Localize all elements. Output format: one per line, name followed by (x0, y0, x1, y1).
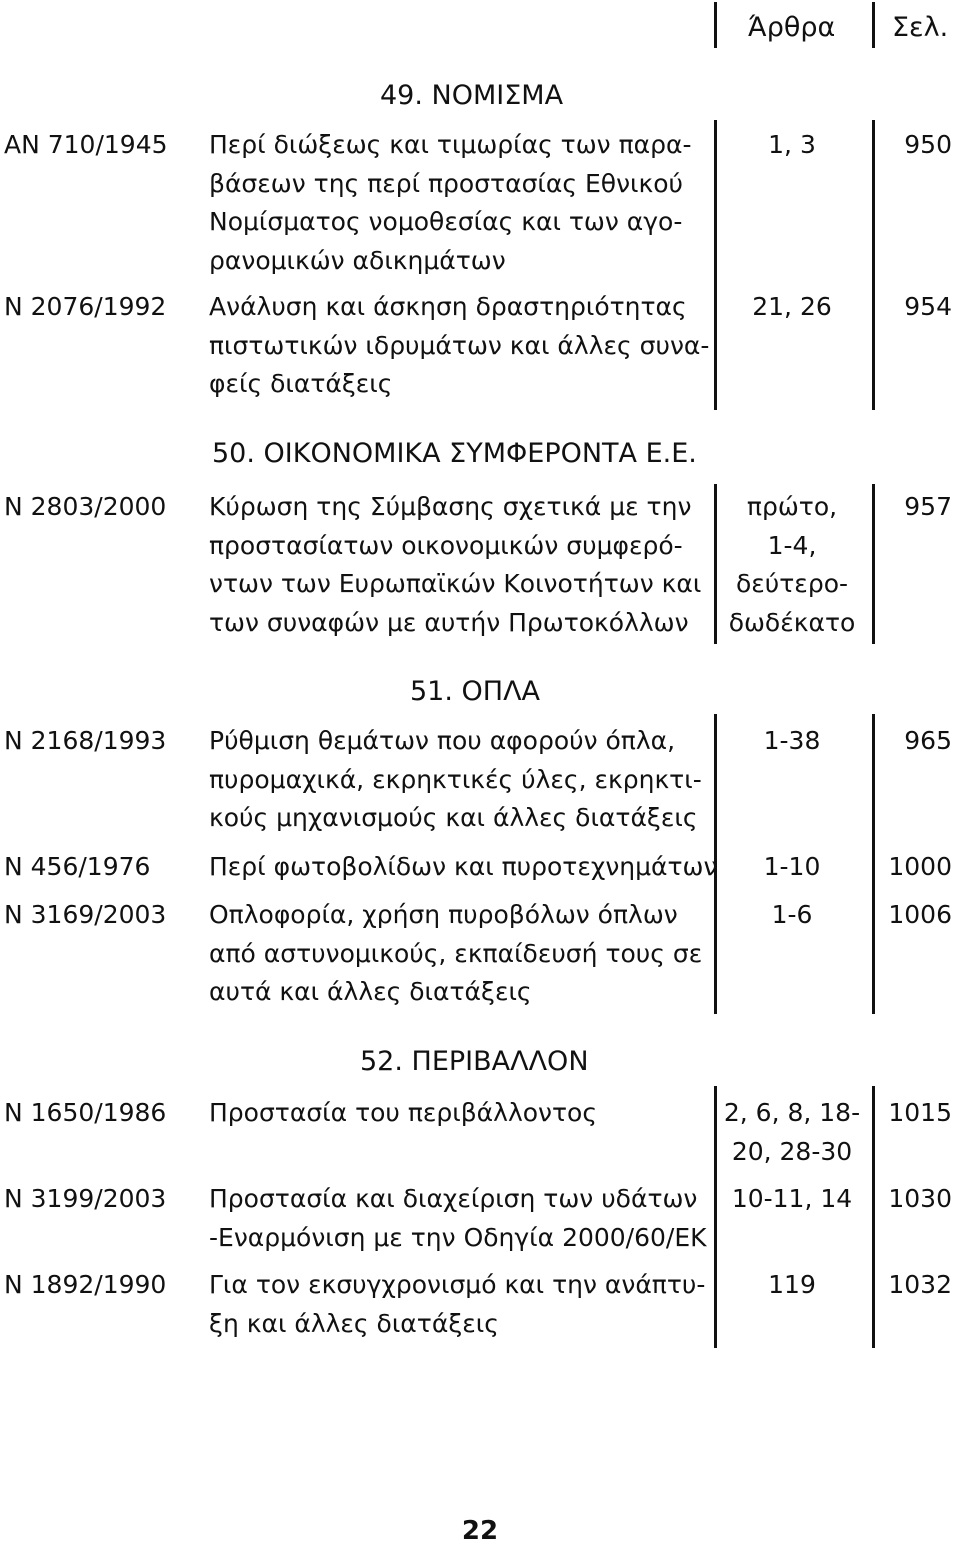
law-page: 1015 (888, 1098, 952, 1127)
law-title: Ανάλυση και άσκηση δραστηριότητας πιστωτικών ιδρυμάτων και άλλες συνα- φείς διατάξεις (209, 292, 710, 398)
law-articles: 1-38 (763, 726, 821, 755)
law-page: 965 (904, 726, 952, 755)
law-title: Ρύθμιση θεμάτων που αφορούν όπλα, πυρομαχικά, εκρηκτικές ύλες, εκρηκτι- κούς μηχανισμούς και άλλες διατάξεις (209, 726, 702, 832)
law-title: Κύρωση της Σύμβασης σχετικά με την προστασίατων οικονομικών συμφερό- ντων των Ευρωπαϊκών Κοινοτήτων και των συναφών με αυτήν Πρωτοκόλλων (209, 492, 702, 637)
law-page: 950 (904, 130, 952, 159)
law-code: Ν 1650/1986 (4, 1098, 167, 1127)
law-articles: 119 (768, 1270, 816, 1299)
law-articles: πρώτο, 1-4, δεύτερο- δωδέκατο (728, 492, 856, 637)
articles-column-header: Άρθρα (748, 12, 836, 43)
law-page: 1032 (888, 1270, 952, 1299)
law-articles: 21, 26 (752, 292, 832, 321)
column-divider (714, 2, 717, 48)
law-title: Οπλοφορία, χρήση πυροβόλων όπλων από αστυνομικούς, εκπαίδευσή τους σε αυτά και άλλες διατάξεις (209, 900, 703, 1006)
section-title: 50. ΟΙΚΟΝΟΜΙΚΑ ΣΥΜΦΕΡΟΝΤΑ Ε.Ε. (212, 438, 697, 469)
law-title: Προστασία και διαχείριση των υδάτων -Εναρμόνιση με την Οδηγία 2000/60/ΕΚ (209, 1184, 707, 1252)
page-column-header: Σελ. (892, 12, 949, 43)
law-articles: 1, 3 (768, 130, 816, 159)
law-code: Ν 2803/2000 (4, 492, 167, 521)
column-divider (872, 2, 875, 48)
section-title: 51. ΟΠΛΑ (410, 676, 541, 707)
law-articles: 1-10 (763, 852, 821, 881)
law-articles: 2, 6, 8, 18- 20, 28-30 (723, 1098, 861, 1166)
page-number: 22 (461, 1516, 499, 1546)
law-articles: 1-6 (771, 900, 813, 929)
law-page: 957 (904, 492, 952, 521)
law-code: Ν 456/1976 (4, 852, 151, 881)
law-code: Ν 1892/1990 (4, 1270, 167, 1299)
section-title: 49. ΝΟΜΙΣΜΑ (380, 80, 564, 111)
law-title: Για τον εκσυγχρονισμό και την ανάπτυ- ξη και άλλες διατάξεις (209, 1270, 706, 1338)
law-page: 954 (904, 292, 952, 321)
law-title: Περί φωτοβολίδων και πυροτεχνημάτων (209, 852, 718, 881)
law-code: Ν 2076/1992 (4, 292, 167, 321)
law-code: ΑΝ 710/1945 (4, 130, 168, 159)
law-title: Προστασία του περιβάλλοντος (209, 1098, 598, 1127)
law-page: 1000 (888, 852, 952, 881)
law-page: 1030 (888, 1184, 952, 1213)
law-code: Ν 2168/1993 (4, 726, 167, 755)
law-title: Περί διώξεως και τιμωρίας των παρα- βάσεων της περί προστασίας Εθνικού Νομίσματος νομοθεσίας και των αγο- ρανομικών αδικημάτων (209, 130, 692, 275)
law-code: Ν 3199/2003 (4, 1184, 167, 1213)
law-articles: 10-11, 14 (731, 1184, 853, 1213)
law-code: Ν 3169/2003 (4, 900, 167, 929)
section-title: 52. ΠΕΡΙΒΑΛΛΟΝ (360, 1046, 589, 1077)
law-page: 1006 (888, 900, 952, 929)
